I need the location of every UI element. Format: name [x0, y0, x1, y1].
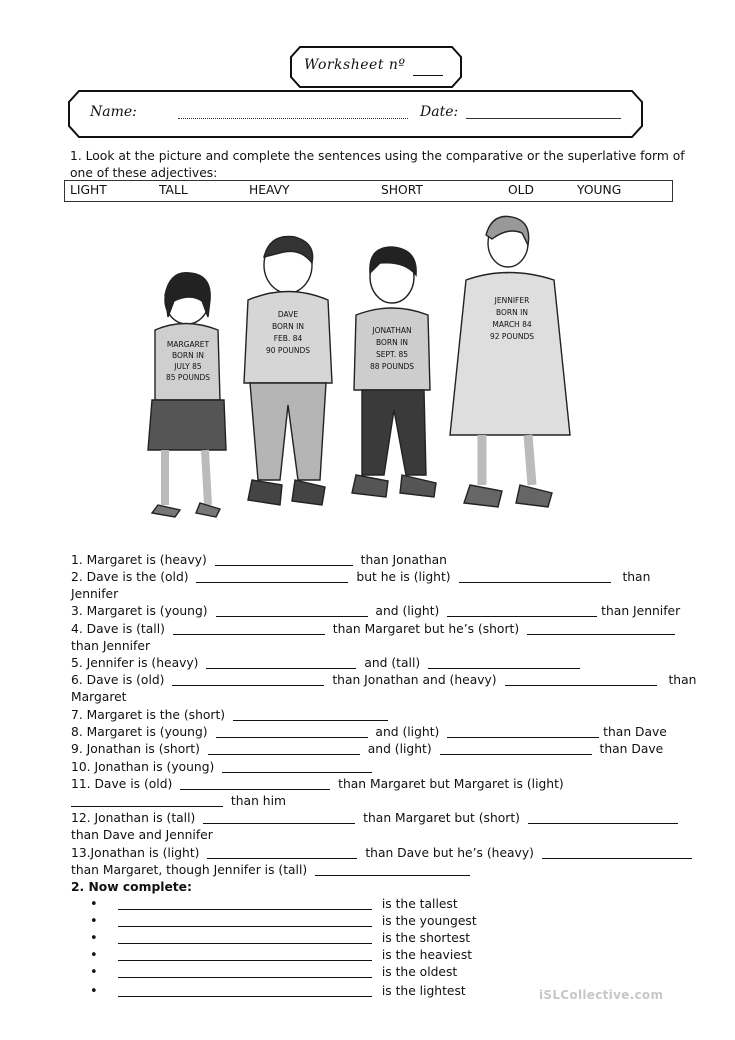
adjective-box — [64, 180, 673, 202]
answer-blank[interactable] — [180, 776, 330, 790]
sentence-2-cont: Jennifer — [71, 587, 119, 601]
jonathan-shirt-1: JONATHAN — [372, 326, 412, 335]
sentence-6-cont: Margaret — [71, 690, 127, 704]
answer-blank[interactable] — [440, 741, 592, 755]
sentence-12: 12. Jonathan is (tall) than Margaret but (short) — [71, 810, 682, 827]
margaret-shirt-2: BORN IN — [172, 351, 204, 360]
answer-blank[interactable] — [208, 741, 360, 755]
bullet-icon: • — [90, 948, 98, 963]
list-item: • is the lightest — [90, 984, 466, 999]
sentence-12-cont: than Dave and Jennifer — [71, 828, 213, 842]
answer-blank[interactable] — [447, 724, 599, 738]
list-item: • is the shortest — [90, 931, 471, 946]
sentence-11: 11. Dave is (old) than Margaret but Margaret is (light) — [71, 777, 564, 791]
sentence-3: 3. Margaret is (young) and (light) than Jennifer — [71, 604, 681, 618]
exercise1-instructions — [70, 148, 690, 182]
dave-shirt-2: BORN IN — [272, 322, 304, 331]
jennifer-shirt-4: 92 POUNDS — [490, 332, 534, 341]
answer-blank[interactable] — [542, 845, 692, 859]
bullet-icon: • — [90, 965, 98, 980]
jonathan-figure — [352, 247, 436, 497]
name-label: Name: — [90, 104, 137, 120]
answer-blank[interactable] — [118, 964, 372, 978]
answer-blank[interactable] — [206, 655, 356, 669]
dave-shirt-4: 90 POUNDS — [266, 346, 310, 355]
name-date-frame — [68, 90, 643, 138]
sentence-5: 5. Jennifer is (heavy) and (tall) — [71, 655, 584, 672]
dave-figure — [244, 236, 332, 505]
answer-blank[interactable] — [118, 930, 372, 944]
list-item: • is the tallest — [90, 897, 458, 912]
date-label: Date: — [420, 104, 459, 120]
watermark: iSLCollective.com — [539, 988, 664, 1002]
answer-blank[interactable] — [71, 793, 223, 807]
bullet-icon: • — [90, 914, 98, 929]
answer-blank[interactable] — [222, 759, 372, 773]
instruction-line-1: 1. Look at the picture and complete the sentences using the comparative or the superlative form of — [70, 149, 685, 163]
dave-shirt-3: FEB. 84 — [273, 334, 303, 343]
answer-blank[interactable] — [216, 603, 368, 617]
sentence-9: 9. Jonathan is (short) and (light) than Dave — [71, 742, 664, 756]
answer-blank[interactable] — [203, 810, 355, 824]
adjective-young: YOUNG — [577, 183, 622, 197]
bullet-icon: • — [90, 931, 98, 946]
list-item: • is the oldest — [90, 965, 458, 980]
adjective-tall: TALL — [159, 183, 188, 197]
sentence-7: 7. Margaret is the (short) — [71, 707, 392, 724]
answer-blank[interactable] — [528, 810, 678, 824]
name-date-box — [68, 90, 643, 138]
answer-blank[interactable] — [173, 621, 325, 635]
list-item: • is the youngest — [90, 914, 477, 929]
sentence-13: 13.Jonathan is (light) than Dave but he’s (heavy) — [71, 845, 696, 862]
kids-illustration — [130, 205, 590, 535]
answer-blank[interactable] — [459, 569, 611, 583]
answer-blank[interactable] — [118, 983, 372, 997]
instruction-line-2: one of these adjectives: — [70, 166, 218, 180]
adjective-short: SHORT — [381, 183, 423, 197]
jennifer-shirt-1: JENNIFER — [494, 296, 530, 305]
sentence-2: 2. Dave is the (old) but he is (light) than — [71, 570, 651, 584]
jonathan-shirt-4: 88 POUNDS — [370, 362, 414, 371]
exercise2-title: 2. Now complete: — [71, 880, 192, 894]
margaret-figure — [148, 273, 226, 517]
jonathan-shirt-3: SEPT. 85 — [375, 350, 409, 359]
sentence-4: 4. Dave is (tall) than Margaret but he’s (short) — [71, 621, 679, 638]
list-item: • is the heaviest — [90, 948, 473, 963]
sentence-6: 6. Dave is (old) than Jonathan and (heavy) than — [71, 673, 697, 687]
date-field[interactable] — [466, 118, 621, 119]
worksheet-title-box — [290, 46, 462, 88]
sentence-1: 1. Margaret is (heavy) than Jonathan — [71, 553, 447, 567]
sentence-8: 8. Margaret is (young) and (light) than Dave — [71, 725, 667, 739]
jennifer-shirt-2: BORN IN — [496, 308, 528, 317]
answer-blank[interactable] — [216, 724, 368, 738]
answer-blank[interactable] — [196, 569, 348, 583]
worksheet-title: Worksheet nº — [304, 57, 406, 73]
bullet-icon: • — [90, 897, 98, 912]
margaret-shirt-1: MARGARET — [166, 340, 210, 349]
sentence-10: 10. Jonathan is (young) — [71, 759, 376, 776]
sentence-13-cont: than Margaret, though Jennifer is (tall) — [71, 862, 474, 879]
answer-blank[interactable] — [118, 896, 372, 910]
name-field[interactable] — [178, 118, 408, 119]
sentence-11-cont: than him — [71, 793, 286, 810]
answer-blank[interactable] — [447, 603, 597, 617]
answer-blank[interactable] — [527, 621, 675, 635]
bullet-icon: • — [90, 984, 98, 999]
dave-shirt-1: DAVE — [277, 310, 299, 319]
worksheet-number-blank[interactable] — [413, 75, 443, 76]
answer-blank[interactable] — [505, 672, 657, 686]
jennifer-shirt-3: MARCH 84 — [492, 320, 532, 329]
answer-blank[interactable] — [118, 913, 372, 927]
adjective-light: LIGHT — [70, 183, 107, 197]
answer-blank[interactable] — [118, 947, 372, 961]
answer-blank[interactable] — [172, 672, 324, 686]
margaret-shirt-3: JULY 85 — [174, 362, 202, 371]
adjective-old: OLD — [508, 183, 534, 197]
answer-blank[interactable] — [428, 655, 580, 669]
margaret-shirt-4: 85 POUNDS — [166, 373, 210, 382]
answer-blank[interactable] — [207, 845, 357, 859]
answer-blank[interactable] — [233, 707, 388, 721]
jennifer-figure — [450, 216, 570, 507]
sentence-4-cont: than Jennifer — [71, 639, 150, 653]
answer-blank[interactable] — [315, 862, 470, 876]
answer-blank[interactable] — [215, 552, 353, 566]
adjective-heavy: HEAVY — [249, 183, 290, 197]
jonathan-shirt-2: BORN IN — [376, 338, 408, 347]
